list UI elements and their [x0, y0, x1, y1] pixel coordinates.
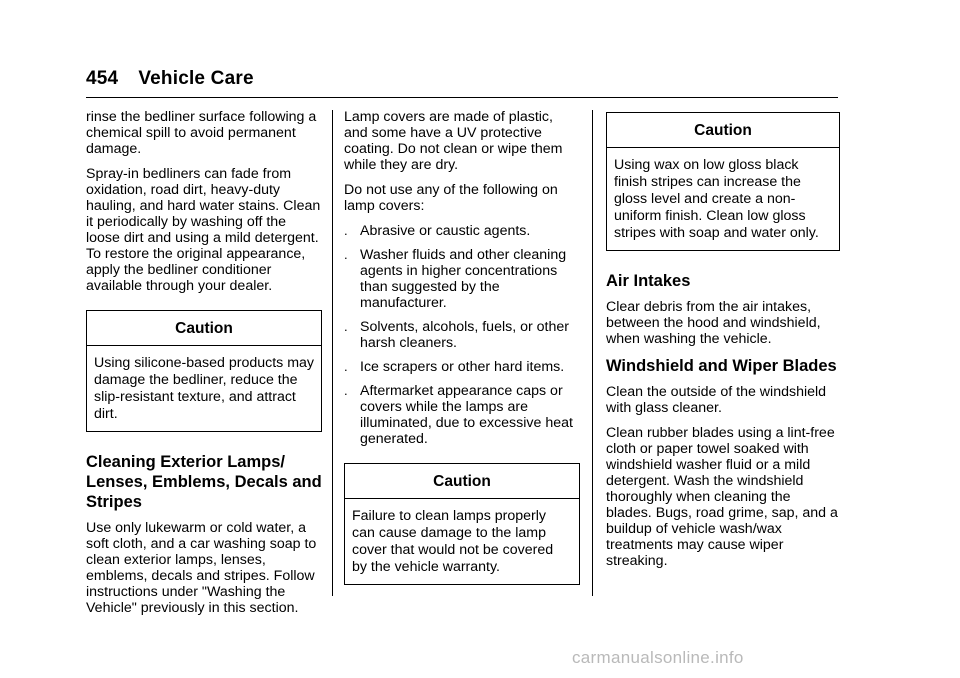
bullet-icon: .	[344, 359, 348, 374]
paragraph: Clean the outside of the windshield with glass cleaner.	[606, 384, 827, 416]
column-1	[86, 109, 322, 625]
paragraph: Spray-in bedliners can fade from oxidation, road dirt, heavy-duty hauling, and hard water stains. Clean it periodically by washing off the loose dirt and using a mild detergent. To restore the original appearance, apply the bedliner conditioner available through your dealer.	[86, 166, 321, 294]
caution-text: Using wax on low gloss black finish stripes can increase the gloss level and create a non-uniform finish. Clean low gloss stripes with soap and water only.	[607, 147, 839, 250]
bullet-list	[344, 223, 580, 447]
caution-text: Using silicone-based products may damage the bedliner, reduce the slip-resistant texture, and attract dirt.	[87, 345, 321, 431]
list-item: . Solvents, alcohols, fuels, or other harsh cleaners.	[344, 319, 569, 351]
caution-box	[86, 310, 322, 432]
page-number: 454	[86, 68, 119, 89]
watermark: carmanualsonline.info	[572, 648, 744, 667]
bullet-icon: .	[344, 383, 348, 398]
section-heading: Air Intakes	[606, 272, 691, 290]
bullet-icon: .	[344, 319, 348, 334]
column-3	[606, 109, 840, 578]
caution-box	[606, 112, 840, 251]
bullet-icon: .	[344, 223, 348, 238]
caution-title: Caution	[433, 473, 491, 490]
list-item: . Aftermarket appearance caps or covers while the lamps are illuminated, due to excessive heat generated.	[344, 383, 573, 447]
list-item: . Ice scrapers or other hard items.	[344, 359, 565, 375]
list-item: . Abrasive or caustic agents.	[344, 223, 531, 239]
section-heading: Cleaning Exterior Lamps/ Lenses, Emblems, Decals and Stripes	[86, 453, 322, 511]
paragraph: Clear debris from the air intakes, between the hood and windshield, when washing the vehicle.	[606, 299, 821, 347]
section-heading: Windshield and Wiper Blades	[606, 357, 837, 375]
paragraph: Do not use any of the following on lamp covers:	[344, 182, 558, 214]
column-divider-1	[332, 110, 333, 596]
bullet-icon: .	[344, 247, 348, 262]
paragraph: Clean rubber blades using a lint-free cloth or paper towel soaked with windshield washer fluid or a mild detergent. Wash the windshield thoroughly when cleaning the blades. Bugs, road grime, sap, and a buildup of vehicle wash/wax treatments may cause wiper streaking.	[606, 425, 838, 569]
list-item: . Washer fluids and other cleaning agents in higher concentrations than suggested by the manufacturer.	[344, 247, 567, 311]
section-title: Vehicle Care	[138, 68, 254, 89]
caution-box	[344, 463, 580, 585]
page-header	[86, 68, 254, 90]
paragraph: Use only lukewarm or cold water, a soft cloth, and a car washing soap to clean exterior lamps, lenses, emblems, decals and stripes. Follow instructions under "Washing the Vehicle" previously in this section.	[86, 520, 317, 616]
column-2	[344, 109, 580, 605]
caution-title: Caution	[175, 320, 233, 337]
caution-text: Failure to clean lamps properly can cause damage to the lamp cover that would not be covered by the vehicle warranty.	[345, 498, 579, 584]
caution-title: Caution	[694, 122, 752, 139]
column-divider-2	[592, 110, 593, 596]
paragraph: Lamp covers are made of plastic, and some have a UV protective coating. Do not clean or wipe them while they are dry.	[344, 109, 563, 173]
header-rule	[86, 97, 838, 98]
paragraph: rinse the bedliner surface following a chemical spill to avoid permanent damage.	[86, 109, 317, 157]
